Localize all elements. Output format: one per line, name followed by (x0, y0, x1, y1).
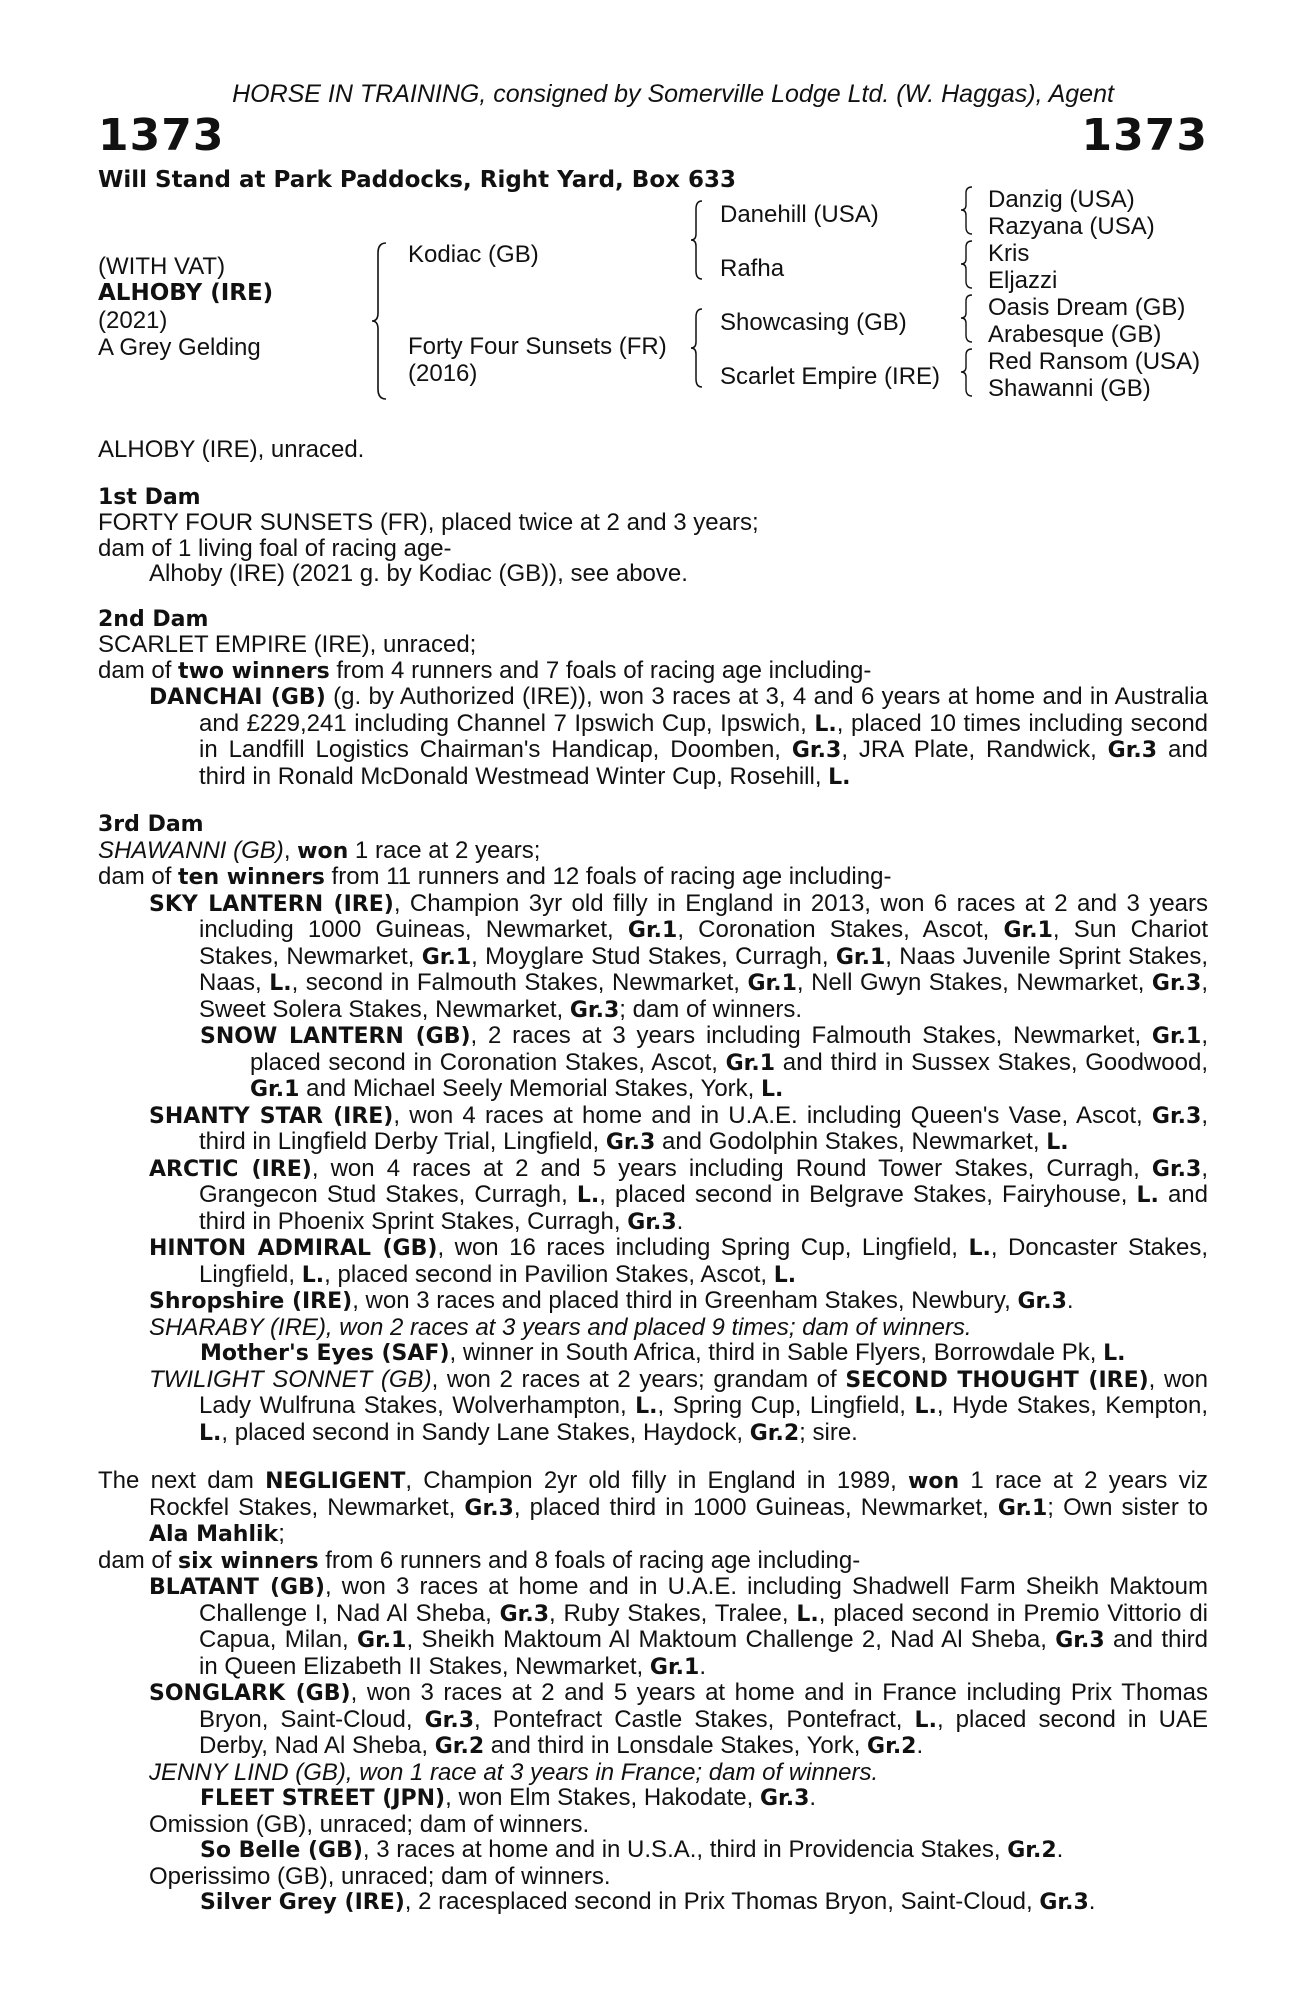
text-run: L. (1046, 1130, 1069, 1155)
entry-jenny-lind: JENNY LIND (GB), won 1 race at 3 years in France; dam of winners. (149, 1758, 879, 1786)
lot-number-row (98, 111, 1208, 161)
text-run: , Spring Cup, Lingfield, (657, 1392, 915, 1419)
text-run: Gr.3 (464, 1495, 514, 1521)
text-run: , 3 races at home and in U.S.A., third in Providencia Stakes, (362, 1836, 1008, 1863)
text-run: , Pontefract Castle Stakes, Pontefract, (474, 1705, 915, 1733)
text-run: L. (914, 1707, 937, 1733)
brace-g3 (960, 293, 974, 345)
text-run: , placed second in Belgrave Stakes, Fairyhouse, (599, 1181, 1137, 1208)
text-run: SECOND THOUGHT (IRE) (845, 1367, 1149, 1393)
text-run: and third in Lonsdale Stakes, York, (484, 1732, 868, 1759)
text-run: Gr.1 (421, 944, 472, 970)
text-run: SNOW LANTERN (GB) (200, 1024, 471, 1049)
text-run: , third in Lingfield Derby Trial, Lingfield, (199, 1101, 1209, 1155)
text-run: , Sheikh Maktoum Al Maktoum Challenge 2, Nad Al Sheba, (406, 1626, 1056, 1653)
text-run: Gr.1 (835, 944, 886, 970)
text-run: , placed second in Pavilion Stakes, Ascot, (324, 1260, 774, 1288)
brace-g1 (960, 185, 974, 237)
text-run: ; dam of winners. (619, 995, 803, 1023)
third-dam-heading: 3rd Dam (98, 812, 204, 837)
third-dam-line1 (98, 838, 1208, 865)
catalogue-body (98, 437, 1208, 1916)
entry-fleet-street (98, 1785, 1208, 1812)
text-run: So Belle (GB) (200, 1838, 363, 1863)
text-run: and Michael Seely Memorial Stakes, York, (299, 1075, 761, 1102)
dam-sire: Showcasing (GB) (720, 309, 907, 336)
text-run: 1 race at 2 years; (348, 836, 541, 864)
second-dam-produce (98, 658, 1208, 685)
sire-brace (690, 199, 704, 281)
text-run: TWILIGHT SONNET (GB) (149, 1365, 432, 1393)
text-run: SHAWANNI (GB) (98, 836, 284, 864)
second-dam-heading: 2nd Dam (98, 606, 209, 632)
text-run: from 6 runners and 8 foals of racing age including- (318, 1546, 861, 1574)
text-run: L. (1136, 1183, 1159, 1208)
next-dam-produce (98, 1548, 1208, 1575)
brace-g2 (960, 239, 974, 291)
main-brace (370, 241, 390, 401)
entry-omission: Omission (GB), unraced; dam of winners. (149, 1810, 590, 1838)
text-run: ; sire. (799, 1418, 858, 1446)
text-run: L. (761, 1077, 784, 1102)
stand-location: Will Stand at Park Paddocks, Right Yard, Box 633 (98, 167, 736, 193)
text-run: , Naas Juvenile Sprint Stakes, Naas, (199, 942, 1209, 996)
gg-kris: Kris (988, 240, 1030, 267)
text-run: , Sweet Solera Stakes, Newmarket, (199, 969, 1208, 1023)
text-run: , Champion 2yr old filly in England in 1989, (405, 1467, 909, 1494)
dam-dam: Scarlet Empire (IRE) (720, 363, 941, 390)
text-run: Gr.3 (1055, 1628, 1105, 1653)
sire-dam: Rafha (720, 255, 785, 282)
entry-mothers-eyes (98, 1340, 1208, 1367)
text-run: Gr.3 (605, 1130, 656, 1155)
text-run: six winners (178, 1548, 319, 1574)
gg-arabesque: Arabesque (GB) (988, 321, 1162, 348)
text-run: , won 3 races and placed third in Greenham Stakes, Newbury, (352, 1287, 1018, 1314)
text-run: , won 2 races at 2 years; grandam of (431, 1365, 846, 1393)
entry-silver-grey (98, 1889, 1208, 1916)
text-run: , Champion 3yr old filly in England in 2013, won 6 races at 2 and 3 years including 1000 Guineas, Newmarket, (199, 889, 1209, 943)
brace-g4 (960, 347, 974, 399)
first-dam-heading: 1st Dam (98, 484, 201, 510)
entry-so-belle (98, 1837, 1208, 1864)
text-run: . (1066, 1287, 1074, 1314)
text-run: Gr.3 (1017, 1289, 1067, 1314)
text-run: Mother's Eyes (SAF) (200, 1341, 450, 1366)
text-run: Gr.3 (1151, 1156, 1202, 1182)
entry-shanty-star (98, 1103, 1208, 1156)
text-run: Gr.2 (434, 1734, 485, 1759)
text-run: dam of (98, 1546, 179, 1574)
next-dam-intro (98, 1468, 1208, 1548)
text-run: . (809, 1784, 817, 1811)
entry-songlark (98, 1680, 1208, 1760)
text-run: dam of (98, 863, 179, 890)
entry-twilight-sonnet (98, 1367, 1208, 1447)
text-run: , placed second in Coronation Stakes, Ascot, (250, 1022, 1209, 1076)
entry-sharaby: SHARABY (IRE), won 2 races at 3 years and placed 9 times; dam of winners. (149, 1313, 972, 1341)
text-run: Gr.3 (791, 738, 842, 763)
text-run: , won 3 races at home and in U.A.E. including Shadwell Farm Sheikh Maktoum Challenge I, Nad Al Sheba, (199, 1573, 1208, 1627)
text-run: , won 3 races at 2 and 5 years at home and in France including Prix Thomas Bryon, Saint-Cloud, (199, 1679, 1208, 1733)
text-run: , Doncaster Stakes, Lingfield, (199, 1234, 1208, 1288)
text-run: L. (1103, 1341, 1126, 1366)
dam-year: (2016) (408, 360, 478, 387)
text-run: L. (773, 1262, 797, 1288)
text-run: , placed third in 1000 Guineas, Newmarket, (513, 1493, 998, 1521)
text-run: L. (814, 711, 837, 737)
gg-red-ransom: Red Ransom (USA) (988, 348, 1201, 375)
text-run: Gr.1 (357, 1628, 407, 1653)
gg-razyana: Razyana (USA) (988, 213, 1155, 240)
entry-operissimo: Operissimo (GB), unraced; dam of winners. (149, 1862, 611, 1890)
text-run: , placed 10 times including second in Landfill Logistics Chairman's Handicap, Doomben, (199, 709, 1209, 763)
text-run: , won Lady Wulfruna Stakes, Wolverhampton, (199, 1365, 1208, 1419)
text-run: BLATANT (GB) (149, 1575, 325, 1600)
text-run: SONGLARK (GB) (149, 1681, 351, 1706)
text-run: , second in Falmouth Stakes, Newmarket, (291, 969, 748, 996)
text-run: Silver Grey (IRE) (200, 1890, 405, 1915)
entry-shropshire (98, 1288, 1208, 1315)
text-run: L. (828, 764, 851, 790)
text-run: , Sun Chariot Stakes, Newmarket, (199, 916, 1208, 970)
sire-sire: Danehill (USA) (720, 201, 879, 228)
text-run: and third in Sussex Stakes, Goodwood, (775, 1048, 1208, 1076)
horse-year: (2021) (98, 307, 168, 334)
first-dam-line2: dam of 1 living foal of racing age- (98, 534, 452, 562)
first-dam-line1: FORTY FOUR SUNSETS (FR), placed twice at 2 and 3 years; (98, 509, 759, 536)
consignment-line: HORSE IN TRAINING, consigned by Somerville Lodge Ltd. (W. Haggas), Agent (232, 80, 1114, 108)
text-run: Gr.1 (649, 1654, 700, 1680)
text-run: dam of (98, 656, 179, 684)
text-run: HINTON ADMIRAL (GB) (149, 1236, 438, 1261)
text-run: , winner in South Africa, third in Sable Flyers, Borrowdale Pk, (449, 1339, 1104, 1366)
gg-oasis-dream: Oasis Dream (GB) (988, 294, 1186, 321)
text-run: , Ruby Stakes, Tralee, (549, 1599, 797, 1627)
text-run: , 2 races at 3 years including Falmouth Stakes, Newmarket, (470, 1022, 1152, 1049)
text-run: Gr.2 (749, 1420, 800, 1446)
entry-danchai (98, 684, 1208, 790)
text-run: , won 4 races at 2 and 5 years including Round Tower Stakes, Curragh, (311, 1154, 1152, 1182)
text-run: 1 race at 2 years viz Rockfel Stakes, Newmarket, (149, 1467, 1208, 1521)
text-run: . (916, 1732, 924, 1759)
text-run: , Moyglare Stud Stakes, Curragh, (471, 942, 836, 970)
text-run: Gr.3 (1151, 1103, 1202, 1129)
text-run: Gr.3 (627, 1209, 677, 1235)
text-run: . (1056, 1836, 1064, 1863)
text-run: Gr.3 (569, 997, 620, 1023)
text-run: won (297, 838, 349, 864)
text-run: L. (968, 1236, 991, 1261)
intro-line: ALHOBY (IRE), unraced. (98, 436, 365, 463)
gg-shawanni: Shawanni (GB) (988, 375, 1151, 402)
horse-description: A Grey Gelding (98, 334, 261, 361)
text-run: , won 4 races at home and in U.A.E. including Queen's Vase, Ascot, (393, 1101, 1152, 1129)
text-run: L. (576, 1183, 600, 1208)
text-run: from 11 runners and 12 foals of racing age including- (324, 863, 892, 890)
text-run: Gr.1 (250, 1077, 300, 1102)
second-dam-line1: SCARLET EMPIRE (IRE), unraced; (98, 631, 477, 658)
text-run: . (699, 1652, 706, 1680)
text-run: ; (278, 1520, 285, 1547)
text-run: L. (269, 971, 292, 996)
text-run: , placed second in Sandy Lane Stakes, Haydock, (221, 1418, 750, 1446)
text-run: , won 16 races including Spring Cup, Lingfield, (437, 1234, 969, 1261)
text-run: Gr.3 (759, 1786, 810, 1811)
text-run: Gr.1 (627, 918, 678, 943)
text-run: L. (914, 1394, 937, 1419)
text-run: NEGLIGENT (265, 1469, 406, 1494)
lot-number-right: 1373 (1081, 110, 1208, 161)
dam-name: Forty Four Sunsets (FR) (408, 333, 667, 360)
entry-snow-lantern (98, 1023, 1208, 1103)
gg-eljazzi: Eljazzi (988, 267, 1058, 294)
catalogue-page (98, 80, 1208, 1916)
text-run: and third in Ronald McDonald Westmead Winter Cup, Rosehill, (199, 736, 1209, 790)
horse-name: ALHOBY (IRE) (98, 280, 274, 306)
third-dam-produce (98, 864, 1208, 891)
text-run: , Hyde Stakes, Kempton, (936, 1392, 1209, 1419)
sire-name: Kodiac (GB) (408, 241, 539, 268)
gg-danzig: Danzig (USA) (988, 186, 1135, 213)
text-run: and Godolphin Stakes, Newmarket, (655, 1128, 1047, 1155)
text-run: The next dam (98, 1467, 266, 1494)
text-run: Gr.2 (867, 1734, 917, 1759)
text-run: , JRA Plate, Randwick, (841, 736, 1108, 763)
vat-label: (WITH VAT) (98, 253, 226, 280)
text-run: , placed second in UAE Derby, Nad Al Sheba, (199, 1705, 1209, 1759)
text-run: , 2 racesplaced second in Prix Thomas Bryon, Saint-Cloud, (404, 1888, 1040, 1915)
text-run: , won Elm Stakes, Hakodate, (445, 1784, 760, 1811)
entry-hinton-admiral (98, 1235, 1208, 1288)
text-run: Gr.1 (1003, 918, 1053, 943)
text-run: and third in Phoenix Sprint Stakes, Curragh, (199, 1181, 1209, 1235)
text-run: , (283, 836, 298, 864)
text-run: Gr.3 (1107, 738, 1158, 763)
text-run: SHANTY STAR (IRE) (149, 1103, 394, 1129)
dam-brace (690, 307, 704, 389)
text-run: , Grangecon Stud Stakes, Curragh, (199, 1154, 1208, 1208)
text-run: Gr.1 (725, 1050, 776, 1076)
text-run: Gr.3 (424, 1707, 475, 1733)
text-run: FLEET STREET (JPN) (200, 1786, 446, 1811)
text-run: ; Own sister to (1047, 1493, 1208, 1521)
text-run: Gr.1 (997, 1495, 1048, 1521)
pedigree-table (98, 186, 1208, 423)
text-run: Shropshire (IRE) (149, 1289, 353, 1314)
text-run: Ala Mahlik (149, 1522, 279, 1547)
text-run: two winners (178, 658, 330, 684)
lot-number-left: 1373 (98, 110, 225, 161)
text-run: from 4 runners and 7 foals of racing age including- (329, 656, 872, 684)
text-run: L. (199, 1420, 222, 1446)
text-run: Gr.1 (1151, 1024, 1202, 1049)
text-run: . (676, 1207, 684, 1235)
text-run: Gr.2 (1007, 1838, 1057, 1863)
text-run: L. (301, 1262, 325, 1288)
text-run: DANCHAI (GB) (149, 685, 326, 710)
text-run: Gr.3 (499, 1601, 549, 1627)
text-run: L. (796, 1601, 819, 1627)
text-run: Gr.3 (1039, 1890, 1089, 1915)
text-run: L. (635, 1394, 658, 1419)
text-run: , placed second in Premio Vittorio di Capua, Milan, (199, 1599, 1208, 1653)
text-run: . (1088, 1888, 1096, 1915)
entry-sky-lantern (98, 891, 1208, 1024)
text-run: SKY LANTERN (IRE) (149, 891, 394, 917)
text-run: , Coronation Stakes, Ascot, (677, 916, 1004, 943)
first-dam-foal: Alhoby (IRE) (2021 g. by Kodiac (GB)), see above. (149, 560, 688, 587)
text-run: , Nell Gwyn Stakes, Newmarket, (796, 969, 1152, 996)
text-run: (g. by Authorized (IRE)), won 3 races at 3, 4 and 6 years at home and in Australia and £229,241 including Channel 7 Ipswich Cup, Ipswich, (199, 683, 1208, 737)
text-run: ARCTIC (IRE) (149, 1156, 312, 1182)
text-run: and third in Queen Elizabeth II Stakes, Newmarket, (199, 1626, 1209, 1680)
text-run: won (908, 1469, 960, 1494)
entry-blatant (98, 1574, 1208, 1680)
text-run: ten winners (178, 865, 325, 890)
text-run: Gr.1 (747, 971, 797, 996)
text-run: Gr.3 (1151, 971, 1202, 996)
entry-arctic (98, 1156, 1208, 1236)
